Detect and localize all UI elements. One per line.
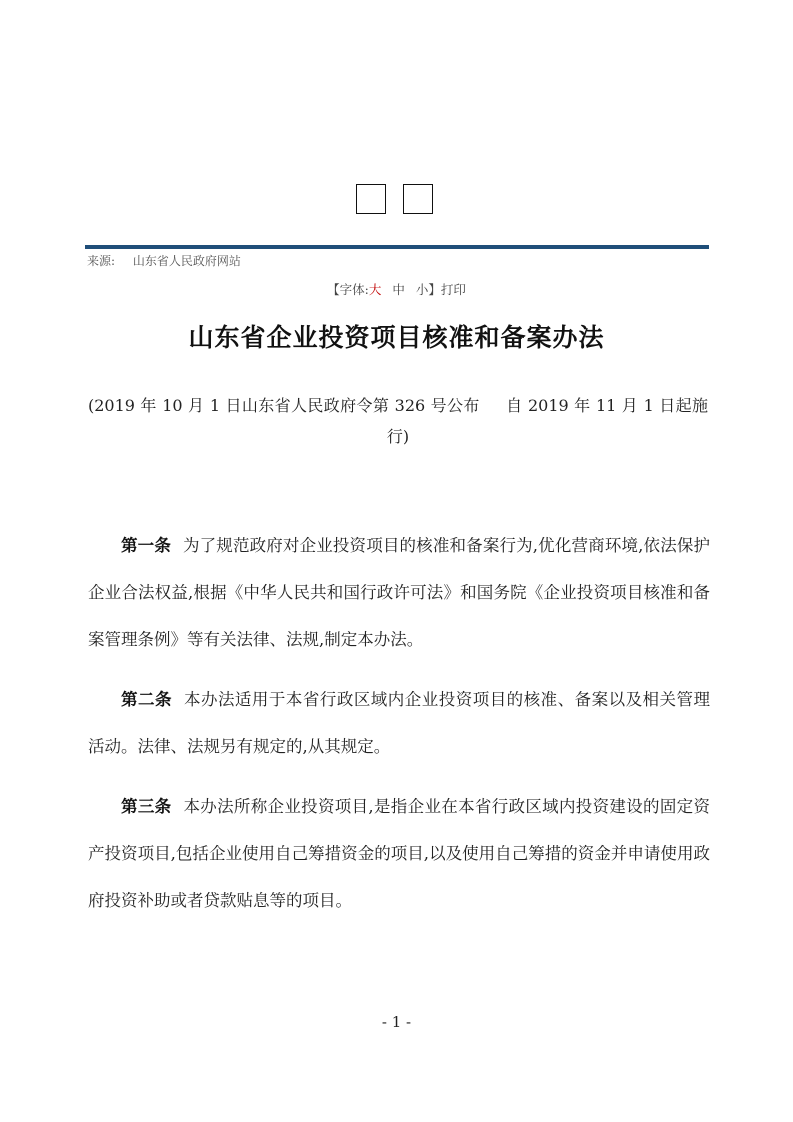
article-text: 本办法适用于本省行政区域内企业投资项目的核准、备案以及相关管理活动。法律、法规另有规定的,从其规定。 bbox=[88, 690, 711, 756]
publication-note bbox=[88, 390, 708, 452]
source-value: 山东省人民政府网站 bbox=[132, 254, 241, 268]
page-number: - 1 - bbox=[381, 1013, 412, 1031]
article-heading: 第三条 bbox=[121, 797, 172, 816]
font-bar-open: 【字体: bbox=[327, 282, 369, 297]
article-heading: 第一条 bbox=[121, 536, 171, 555]
header-divider bbox=[85, 245, 709, 249]
article-text: 为了规范政府对企业投资项目的核准和备案行为,优化营商环境,依法保护企业合法权益,根据《中华人民共和国行政许可法》和国务院《企业投资项目核准和备案管理条例》等有关法律、法规,制定本办法。 bbox=[88, 536, 711, 649]
publication-note-part1: (2019 年 10 月 1 日山东省人民政府令第 326 号公布 bbox=[88, 396, 480, 415]
article-2 bbox=[88, 676, 710, 770]
font-size-bar bbox=[0, 280, 793, 298]
placeholder-box-icon bbox=[356, 184, 386, 214]
print-link[interactable]: 打印 bbox=[440, 282, 466, 297]
source-label: 来源: bbox=[87, 254, 116, 268]
article-heading: 第二条 bbox=[121, 690, 172, 709]
font-size-large-link[interactable]: 大 bbox=[368, 282, 382, 297]
font-bar-close: 】 bbox=[428, 282, 441, 297]
font-size-small-link[interactable]: 小 bbox=[415, 282, 429, 297]
article-3 bbox=[88, 783, 710, 924]
publication-note-part2: 自 2019 年 11 月 1 日起施行) bbox=[386, 396, 708, 446]
article-text: 本办法所称企业投资项目,是指企业在本省行政区域内投资建设的固定资产投资项目,包括企业使用自己筹措资金的项目,以及使用自己筹措的资金并申请使用政府投资补助或者贷款贴息等的项目。 bbox=[88, 797, 710, 910]
header-placeholder-boxes bbox=[356, 184, 433, 214]
article-1 bbox=[88, 522, 710, 663]
source-line bbox=[87, 252, 241, 269]
font-size-medium-link[interactable]: 中 bbox=[392, 282, 405, 297]
placeholder-box-icon bbox=[403, 184, 433, 214]
document-title: 山东省企业投资项目核准和备案办法 bbox=[188, 323, 605, 352]
